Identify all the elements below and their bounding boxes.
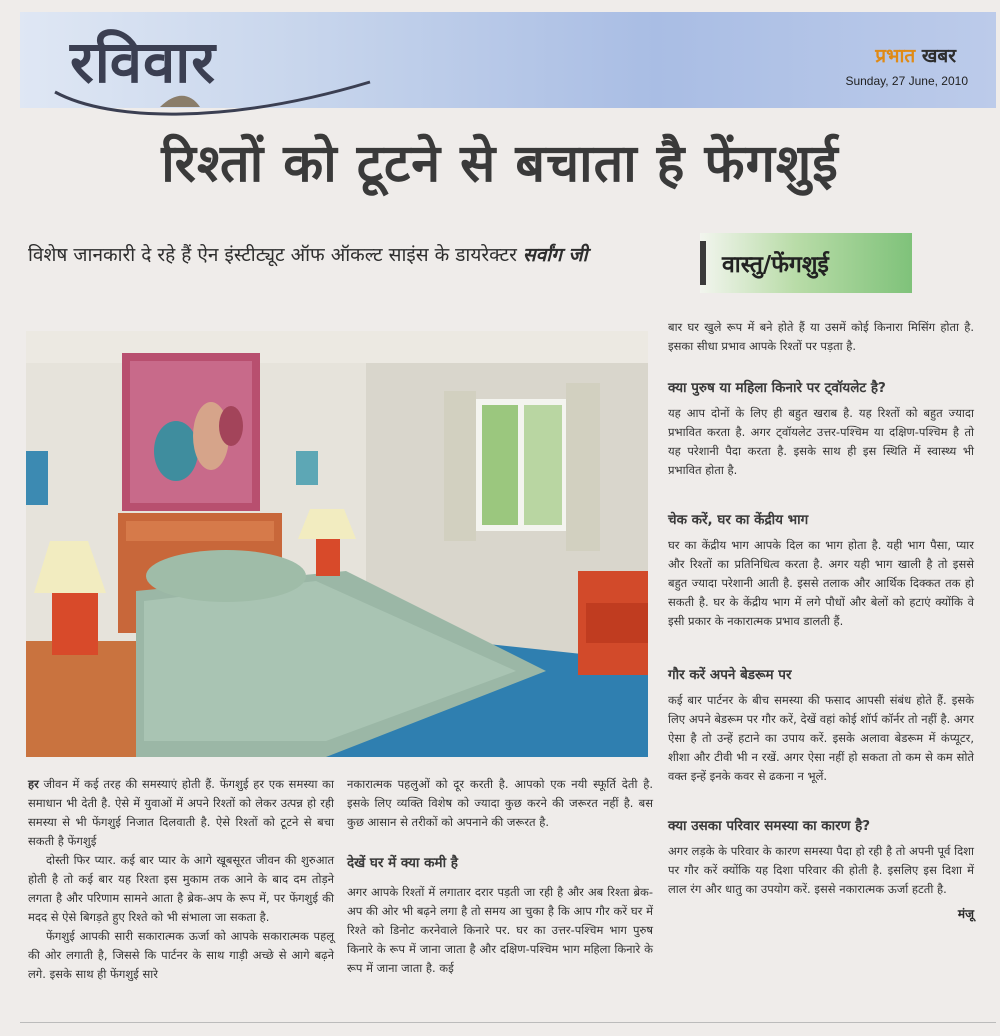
bottom-rule — [20, 1022, 996, 1023]
right-column-intro: बार घर खुले रूप में बने होते हैं या उसमें कोई किनारा मिसिंग होता है. इसका सीधा प्रभाव आपके रिश्तों पर पड़ता है. — [668, 320, 974, 353]
tag-bar — [700, 241, 706, 285]
section-body-family: अगर लड़के के परिवार के कारण समस्या पैदा हो रही है तो अपनी पूर्व दिशा पर गौर करें क्योंकि यह दिशा परिवार की होती है. इसलिए इस दिशा में लाल रंग और धातु का उपयोग करें. इससे नकारात्मक ऊर्जा हटती है. — [668, 844, 974, 896]
section-heading-toilet: क्या पुरुष या महिला किनारे पर ट्वॉयलेट है? — [668, 380, 886, 396]
col2-heading: देखें घर में क्या कमी है — [347, 855, 458, 871]
bedroom-illustration — [26, 331, 648, 757]
bedroom-photo — [26, 331, 648, 757]
newspaper-name-part-2: खबर — [915, 45, 956, 67]
section-heading-center: चेक करें, घर का केंद्रीय भाग — [668, 512, 809, 528]
col2-paragraph-1: नकारात्मक पहलुओं को दूर करती है. आपको एक नयी स्फूर्ति देती है. इसके लिए व्यक्ति विशेष को ज्यादा कुछ करने की जरूरत नहीं है. बस कुछ आसान से तरीकों को अपनाने की जरूरत है. — [347, 777, 653, 829]
masthead — [20, 12, 996, 108]
article-headline: रिश्तों को टूटने से बचाता है फेंगशुई — [161, 134, 839, 194]
section-body-center: घर का केंद्रीय भाग आपके दिल का भाग होता है. यही भाग पैसा, प्यार और रिश्तों का प्रतिनिधित्व करता है. अगर यही भाग खाली है तो इससे बहुत ज्यादा परेशानी आती है. इससे तलाक और आर्थिक दिक्कत तक हो सकती है. घर के केंद्रीय भाग में लगे पौधों और बेलों को हटाएं क्योंकि वे इसी प्रकार के नकारात्मक प्रभाव डालती हैं. — [668, 538, 974, 628]
section-body-bedroom: कई बार पार्टनर के बीच समस्या की फसाद आपसी संबंध होते हैं. इसके लिए अपने बेडरूम पर गौर करें, देखें वहां कोई शॉर्प कॉर्नर तो नहीं है. अगर ऐसा है तो उन्हें हटाने का उपाय करें. इसके अलावा बेडरूम में कंप्यूटर, शीशा और टीवी भी न रखें. अगर ऐसा नहीं हो सकता तो कम से कम सोते वक्त इन्हें इनके कवर से ढकना न भूलें. — [668, 693, 974, 783]
col1-paragraph-1-text: जीवन में कई तरह की समस्याएं होती हैं. फेंगशुई हर एक समस्या का समाधान भी देती है. ऐसे में युवाओं में अपने रिश्तों को लेकर उत्पन्न हो रही समस्या से भी फेंगशुई निजात दिलवाती है. ऐसे रिश्तों को टूटने से बचा सकती है फेंगशुई — [28, 777, 334, 848]
col1-paragraph-2: दोस्ती फिर प्यार. कई बार प्यार के आगे खूबसूरत जीवन की शुरुआत होती है तो कई बार यह रिश्ता इस मुकाम तक आने के बाद दम तोड़ने लगता है और परिणाम सामने आता है ब्रेक-अप के रूप में, पर फेंगशुई की मदद से ऐसे बिगड़ते हुए रिश्ते को भी संभाला जा सकता है. — [28, 853, 334, 924]
category-tag — [700, 233, 912, 293]
issue-date: Sunday, 27 June, 2010 — [845, 74, 968, 88]
col1-lead-word: हर — [28, 777, 39, 791]
col1-paragraph-1 — [28, 775, 334, 851]
section-body-toilet: यह आप दोनों के लिए ही बहुत खराब है. यह रिश्तों को बहुत ज्यादा प्रभावित करता है. अगर ट्वॉयलेट उत्तर-पश्चिम या दक्षिण-पश्चिम है तो यह परेशानी पैदा करता है. इसके साथ ही इस स्थिति में स्वास्थ्य भी प्रभावित होता है. — [668, 406, 974, 477]
col2-paragraph-2: अगर आपके रिश्तों में लगातार दरार पड़ती जा रही है और अब रिश्ता ब्रेक-अप की ओर भी बढ़ने लगा है तो समय आ चुका है कि आप गौर करें घर में रिश्ते को डिनोट करनेवाले किनारे पर. घर का उत्तर-पश्चिम भाग पुरुष किनारे के रूप में जाना जाता है और दक्षिण-पश्चिम भाग महिला किनारे के रूप में जाना जाता है. कई — [347, 885, 653, 975]
newspaper-name — [875, 42, 956, 68]
col1-paragraph-3: फेंगशुई आपकी सारी सकारात्मक ऊर्जा को आपके सकारात्मक पहलू की ओर लगाती है, जिससे कि पार्टनर के साथ गाड़ी अच्छे से आगे बढ़ने लगे. इसके साथ ही फेंगशुई सारे — [28, 929, 334, 981]
author-name: सर्वांग जी — [522, 244, 588, 266]
right-column — [668, 318, 974, 922]
bottom-column-2 — [347, 775, 653, 978]
subhead-text: विशेष जानकारी दे रहे हैं ऐन इंस्टीट्यूट ऑफ ऑकल्ट साइंस के डायरेक्टर — [28, 244, 523, 266]
author-signature: मंजू — [957, 907, 974, 921]
supplement-logo: रविवार — [70, 28, 216, 96]
section-heading-bedroom: गौर करें अपने बेडरूम पर — [668, 667, 792, 683]
category-tag-label: वास्तु/फेंगशुई — [722, 252, 829, 278]
bottom-column-1 — [28, 775, 334, 984]
newspaper-name-part-1: प्रभात — [875, 45, 916, 67]
section-heading-family: क्या उसका परिवार समस्या का कारण है? — [668, 818, 871, 834]
article-subhead — [28, 241, 668, 269]
